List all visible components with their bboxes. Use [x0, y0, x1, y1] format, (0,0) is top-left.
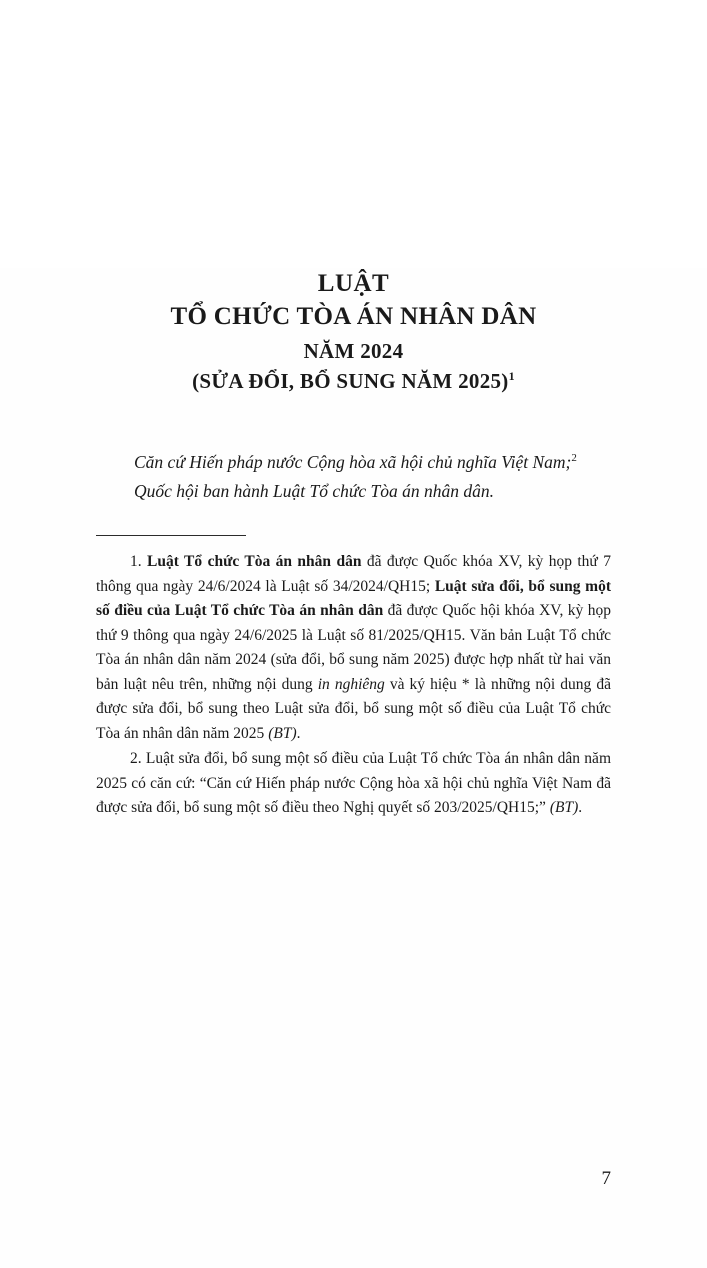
footnotes-block: [96, 550, 611, 820]
preamble-paragraph-1: [96, 448, 611, 476]
title-footnote-marker: 1: [508, 368, 515, 383]
preamble-block: [96, 448, 611, 506]
page-title-line-4-text: (SỬA ĐỔI, BỔ SUNG NĂM 2025): [192, 368, 509, 393]
page-number: 7: [601, 1168, 611, 1189]
footnote-divider: [96, 535, 246, 536]
footnote-text-segment: đã được Quốc khóa XV, kỳ họp thứ 7 thông qua ngày 24/6/2024 là Luật số 34/2024/QH15;: [96, 553, 612, 595]
footnote-text-segment: (BT): [268, 724, 297, 742]
preamble-paragraph-1-text: Căn cứ Hiến pháp nước Cộng hòa xã hội chủ nghĩa Việt Nam;: [134, 451, 572, 472]
preamble-paragraph-2: Quốc hội ban hành Luật Tổ chức Tòa án nhân dân.: [134, 481, 495, 502]
footnote-text-segment: .: [296, 724, 301, 742]
footnote-item: [96, 747, 611, 820]
footnote-text-segment: Luật sửa đổi, bổ sung một số điều của Luật Tổ chức Tòa án nhân dân: [96, 577, 611, 620]
footnote-text-segment: (BT): [549, 799, 579, 817]
page-title-line-3: NĂM 2024: [303, 338, 404, 363]
footnote-item: [96, 550, 611, 746]
page-title-line-4: [96, 369, 611, 394]
footnote-text-segment: .: [578, 799, 583, 817]
footnote-text-segment: in nghiêng: [317, 675, 385, 693]
page-title-line-2: TỔ CHỨC TÒA ÁN NHÂN DÂN: [170, 303, 537, 331]
document-page: [0, 268, 707, 1268]
footnote-number: 2.: [130, 750, 146, 768]
footnote-text-segment: Luật sửa đổi, bổ sung một số điều của Luật Tổ chức Tòa án nhân dân năm 2025 có căn cứ: “Căn cứ Hiến pháp nước Cộng hòa xã hội chủ nghĩa Việt Nam đã được sửa đổi, bổ sung một số điều theo Nghị quyết số 203/2025/QH15;”: [96, 750, 611, 817]
preamble-footnote-marker: 2: [571, 451, 577, 464]
footnote-text-segment: Luật Tổ chức Tòa án nhân dân: [147, 553, 362, 571]
footnote-text-segment: và ký hiệu * là những nội dung đã được sửa đổi, bổ sung theo Luật sửa đổi, bổ sung một số điều của Luật Tổ chức Tòa án nhân dân năm 2025: [96, 675, 611, 742]
page-title-line-1: LUẬT: [317, 270, 390, 297]
document-title-block: [96, 268, 611, 394]
footnote-number: 1.: [130, 553, 148, 571]
footnote-text-segment: đã được Quốc hội khóa XV, kỳ họp thứ 9 thông qua ngày 24/6/2025 là Luật số 81/2025/QH15. Văn bản Luật Tổ chức Tòa án nhân dân năm 2024 (sửa đổi, bổ sung năm 2025) được hợp nhất từ hai văn bản luật nêu trên, những nội dung: [96, 602, 611, 693]
